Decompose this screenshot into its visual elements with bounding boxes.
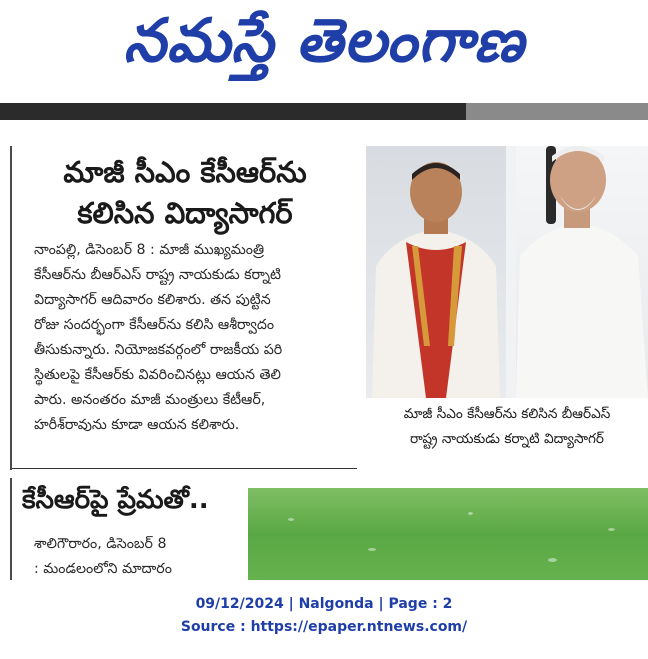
grass-speck [468,512,473,515]
article1-photo [366,146,648,398]
photo-people-illustration [366,146,648,398]
header-rule-grey [466,103,648,120]
article1-body-line: తీసుకున్నారు. నియోజకవర్గంలో రాజకీయ పరి [34,342,283,358]
article1-headline-line1: మాజీ సీఎం కేసీఆర్‌ను [63,155,307,189]
article2-body [34,532,244,582]
grass-speck [548,558,557,562]
article1-headline-line2: కలిసిన విద్యాసాగర్ [77,196,293,230]
article1-body-line: రోజు సందర్భంగా కేసీఆర్‌ను కలిసి ఆశీర్వాదం [34,317,275,333]
article2-headline: కేసీఆర్‌పై ప్రేమతో.. [22,485,209,515]
article-divider [12,468,357,469]
grass-speck [288,518,294,521]
caption-line2: రాష్ట్ర నాయకుడు కర్నాటి విద్యాసాగర్ [410,431,604,447]
masthead [0,0,648,100]
column-divider-bottom [10,478,12,580]
article1-body-line: విద్యాసాగర్ ఆదివారం కలిశారు. తన పుట్టిన [34,292,271,308]
footer-source-link[interactable]: Source : https://epaper.ntnews.com/ [180,619,468,635]
article1-photo-caption [366,402,648,452]
article1-body-line: కేసీఆర్‌ను బీఆర్‌ఎస్ రాష్ట్ర నాయకుడు కర్నాటి [34,267,281,283]
article2-photo [248,488,648,580]
article1-body-line: పారు. అనంతరం మాజీ మంత్రులు కేటీఆర్, [34,392,266,408]
footer-date-edition: 09/12/2024 | Nalgonda | Page : 2 [195,596,453,612]
grass-speck [368,548,376,551]
article1-headline [0,152,370,234]
article2-body-line: : మండలంలోని మాదారం [34,561,172,577]
article1-body-line: స్థితులపై కేసీఆర్‌కు వివరించినట్లు ఆయన తెలి [34,367,281,383]
article1-body [34,238,354,438]
article2-body-line: శాలిగౌరారం, డిసెంబర్ 8 [34,536,167,552]
article1-body-line: నాంపల్లి, డిసెంబర్ 8 : మాజీ ముఖ్యమంత్రి [34,242,265,258]
newspaper-logo: నమస్తే తెలంగాణ [123,6,525,76]
header-rule-dark [0,103,466,120]
grass-speck [608,528,615,531]
caption-line1: మాజీ సీఎం కేసీఆర్‌ను కలిసిన బీఆర్‌ఎస్ [403,406,611,422]
article1-body-line: హరీశ్‌రావును కూడా ఆయన కలిశారు. [34,417,240,433]
